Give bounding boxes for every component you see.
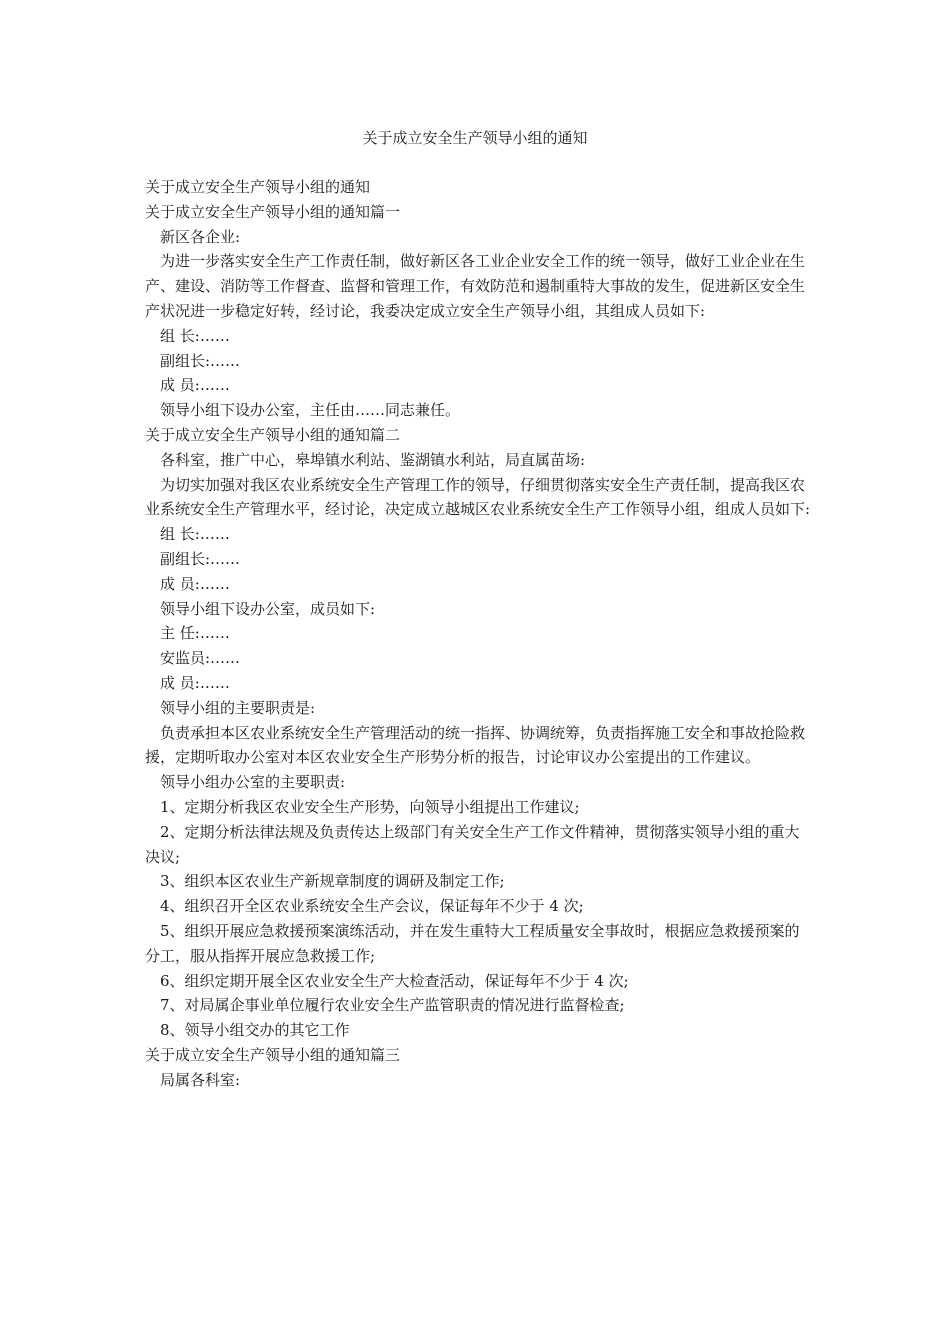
member-line: 成 员:……	[160, 673, 230, 692]
document-title: 关于成立安全生产领导小组的通知	[362, 129, 588, 147]
addressee: 各科室，推广中心，皋埠镇水利站、鉴湖镇水利站，局直属苗场:	[160, 450, 586, 469]
list-item: 2、定期分析法律法规及负责传达上级部门有关安全生产工作文件精神，贯彻落实领导小组的重大决议;	[145, 822, 800, 866]
paragraph: 领导小组下设办公室，主任由……同志兼任。	[160, 401, 461, 420]
member-line: 组 长:……	[160, 525, 230, 544]
paragraph: 为切实加强对我区农业系统安全生产管理工作的领导，仔细贯彻落实安全生产责任制，提高我区农业系统安全生产管理水平，经讨论，决定成立越城区农业系统安全生产工作领导小组，组成人员如下:	[145, 475, 811, 519]
addressee: 局属各科室:	[160, 1070, 241, 1089]
member-line: 成 员:……	[160, 574, 230, 593]
paragraph: 为进一步落实安全生产工作责任制，做好新区各工业企业安全工作的统一领导，做好工业企业在生产、建设、消防等工作督查、监督和管理工作，有效防范和遏制重特大事故的发生，促进新区安全生产状况进一步稳定好转，经讨论，我委决定成立安全生产领导小组，其组成人员如下:	[145, 252, 806, 320]
member-line: 副组长:……	[160, 351, 241, 370]
section-heading-2: 关于成立安全生产领导小组的通知篇二	[145, 425, 401, 444]
document-body	[145, 175, 813, 1092]
member-line: 组 长:……	[160, 326, 230, 345]
list-item: 1、定期分析我区农业安全生产形势，向领导小组提出工作建议;	[160, 797, 580, 816]
list-item: 6、组织定期开展全区农业安全生产大检查活动，保证每年不少于 4 次;	[160, 971, 629, 990]
list-item: 5、组织开展应急救援预案演练活动，并在发生重特大工程质量安全事故时，根据应急救援预案的分工，服从指挥开展应急救援工作;	[145, 921, 800, 965]
paragraph: 关于成立安全生产领导小组的通知	[145, 178, 371, 196]
member-line: 主 任:……	[160, 624, 230, 643]
list-item: 3、组织本区农业生产新规章制度的调研及制定工作;	[160, 872, 505, 891]
paragraph: 负责承担本区农业系统安全生产管理活动的统一指挥、协调统筹，负责指挥施工安全和事故抢险救援，定期听取办公室对本区农业安全生产形势分析的报告，讨论审议办公室提出的工作建议。	[145, 723, 806, 767]
section-heading-1: 关于成立安全生产领导小组的通知篇一	[145, 202, 401, 221]
member-line: 副组长:……	[160, 549, 241, 568]
member-line: 安监员:……	[160, 649, 241, 668]
section-heading-3: 关于成立安全生产领导小组的通知篇三	[145, 1045, 401, 1064]
list-item: 4、组织召开全区农业系统安全生产会议，保证每年不少于 4 次;	[160, 897, 584, 916]
paragraph: 领导小组下设办公室，成员如下:	[160, 599, 376, 618]
paragraph: 领导小组办公室的主要职责:	[160, 773, 346, 792]
list-item: 7、对局属企事业单位履行农业安全生产监管职责的情况进行监督检查;	[160, 996, 625, 1015]
paragraph: 领导小组的主要职责是:	[160, 698, 316, 717]
list-item: 8、领导小组交办的其它工作	[160, 1021, 350, 1040]
addressee: 新区各企业:	[160, 227, 241, 246]
member-line: 成 员:……	[160, 376, 230, 395]
